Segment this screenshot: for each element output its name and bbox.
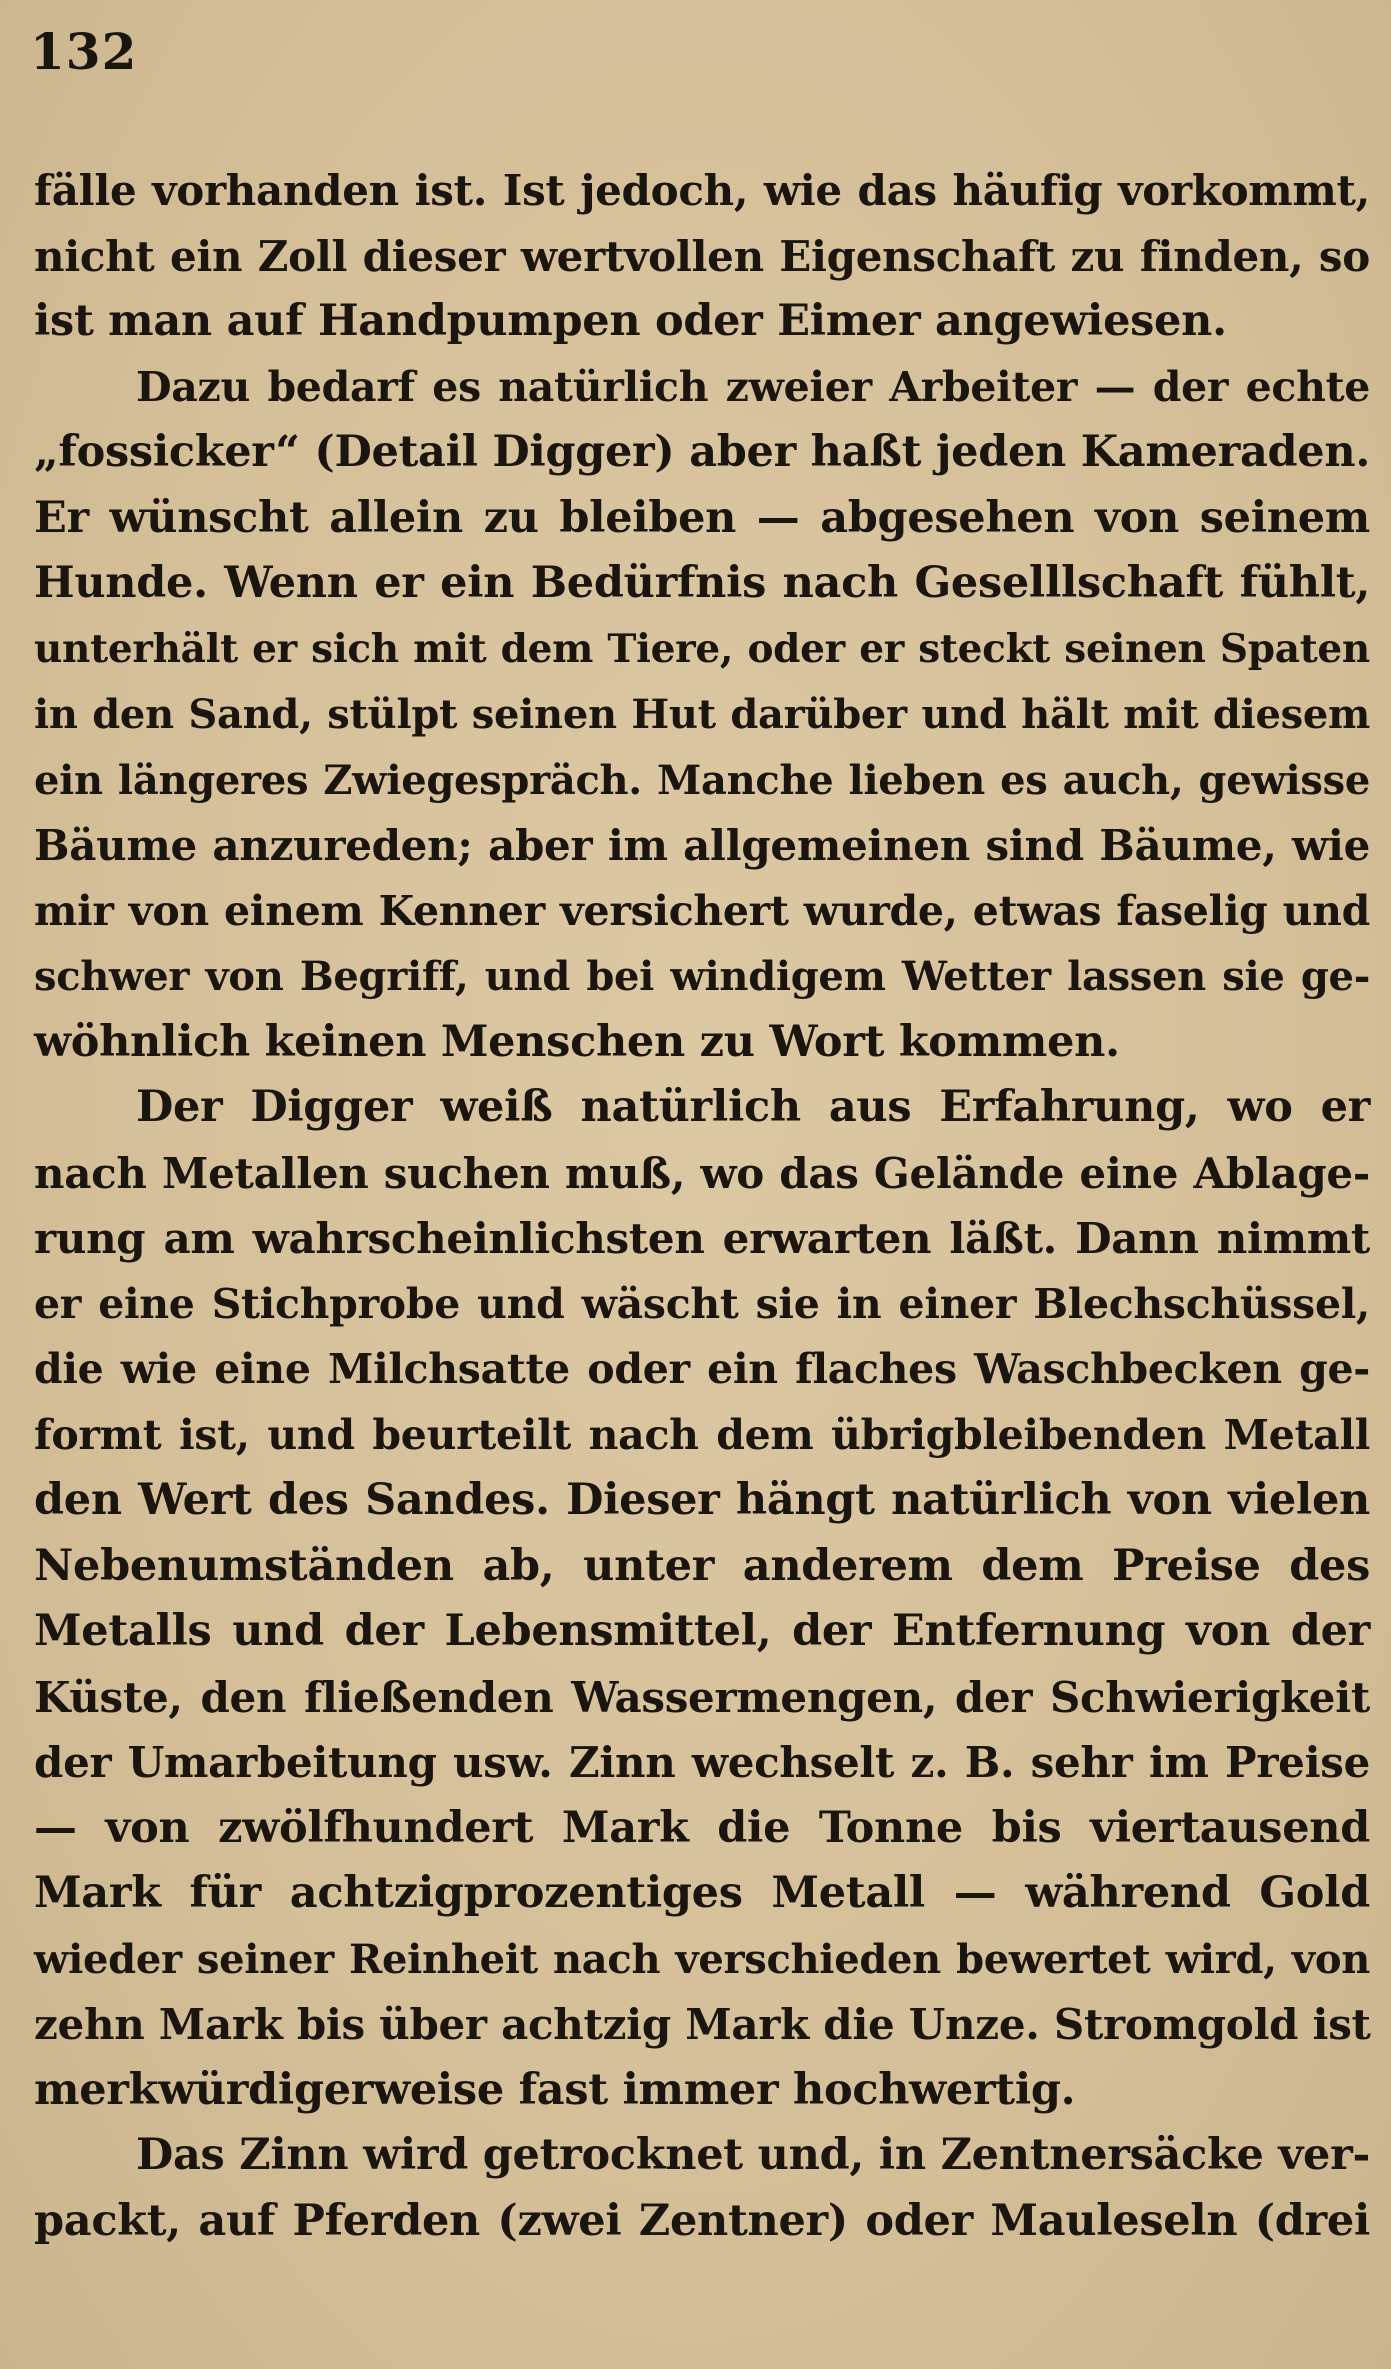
text-line: Hunde. Wenn er ein Bedürfnis nach Geselllschaft fühlt, <box>34 558 1370 608</box>
text-line: Nebenumständen ab, unter anderem dem Preise des <box>34 1540 1370 1591</box>
text-line: schwer von Begriff, und bei windigem Wetter lassen sie ge- <box>34 953 1370 1000</box>
text-line: Mark für achtzigprozentiges Metall — während Gold <box>34 1868 1370 1918</box>
text-line: Bäume anzureden; aber im allgemeinen sind Bäume, wie <box>34 821 1370 870</box>
text-line: die wie eine Milchsatte oder ein flaches Waschbecken ge- <box>34 1345 1370 1393</box>
page-number: 132 <box>30 22 138 81</box>
text-line: wieder seiner Reinheit nach verschieden bewertet wird, von <box>34 1935 1370 1983</box>
text-line: den Wert des Sandes. Dieser hängt natürlich von vielen <box>34 1475 1370 1525</box>
text-line: nicht ein Zoll dieser wertvollen Eigenschaft zu finden, so <box>34 231 1370 281</box>
text-line: — von zwölfhundert Mark die Tonne bis viertausend <box>34 1802 1370 1853</box>
text-line: „fossicker“ (Detail Digger) aber haßt jeden Kameraden. <box>34 427 1370 477</box>
text-line: fälle vorhanden ist. Ist jedoch, wie das häufig vorkommt, <box>34 166 1370 215</box>
text-line: ist man auf Handpumpen oder Eimer angewiesen. <box>34 296 1227 346</box>
body-text <box>34 158 1370 2254</box>
text-line: in den Sand, stülpt seinen Hut darüber und hält mit diesem <box>34 691 1370 738</box>
text-line: Metalls und der Lebensmittel, der Entfernung von der <box>34 1606 1370 1656</box>
text-line: wöhnlich keinen Menschen zu Wort kommen. <box>34 1016 1120 1067</box>
text-line: packt, auf Pferden (zwei Zentner) oder Mauleseln (drei <box>34 2195 1370 2246</box>
text-line: der Umarbeitung usw. Zinn wechselt z. B. sehr im Preise <box>34 1738 1370 1787</box>
text-line: Der Digger weiß natürlich aus Erfahrung, wo er <box>136 1082 1370 1132</box>
text-line: Küste, den fließenden Wassermengen, der Schwierigkeit <box>34 1672 1370 1722</box>
text-line: Er wünscht allein zu bleiben — abgesehen von seinem <box>34 492 1370 543</box>
text-line: er eine Stichprobe und wäscht sie in einer Blechschüssel, <box>34 1279 1370 1328</box>
text-line: zehn Mark bis über achtzig Mark die Unze. Stromgold ist <box>34 2000 1371 2049</box>
text-line: nach Metallen suchen muß, wo das Gelände eine Ablage- <box>34 1148 1370 1198</box>
text-line: ein längeres Zwiegespräch. Manche lieben es auch, gewisse <box>34 756 1370 804</box>
text-line: rung am wahrscheinlichsten erwarten läßt. Dann nimmt <box>34 1214 1370 1263</box>
text-line: merkwürdigerweise fast immer hochwertig. <box>34 2064 1076 2115</box>
text-line: Dazu bedarf es natürlich zweier Arbeiter — der echte <box>136 362 1370 411</box>
text-line: mir von einem Kenner versichert wurde, etwas faselig und <box>34 886 1370 935</box>
text-line: unterhält er sich mit dem Tiere, oder er steckt seinen Spaten <box>34 625 1370 672</box>
text-line: Das Zinn wird getrocknet und, in Zentnersäcke ver- <box>136 2130 1370 2180</box>
text-line: formt ist, und beurteilt nach dem übrigbleibenden Metall <box>34 1410 1370 1459</box>
